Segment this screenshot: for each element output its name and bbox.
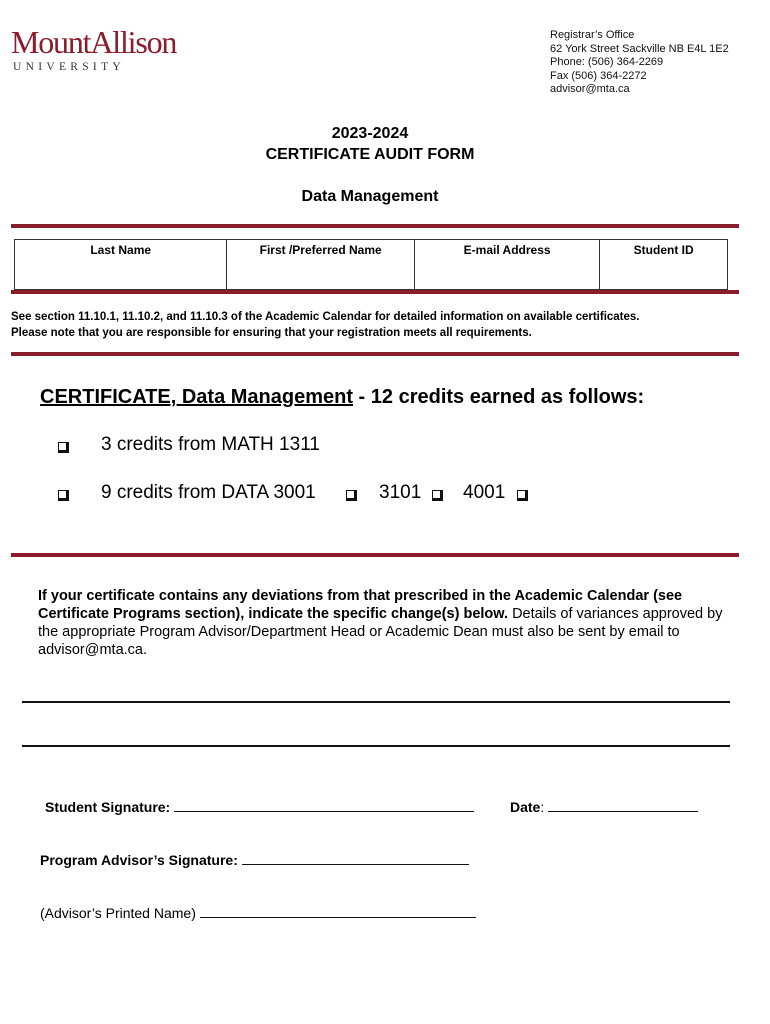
- email-field[interactable]: [415, 240, 600, 289]
- requirement-text: 3 credits from MATH 1311: [101, 434, 320, 455]
- advisor-printed-name-label: (Advisor’s Printed Name): [40, 905, 196, 921]
- requirement-row: [0, 482, 740, 508]
- office-street-address: 62 York Street Sackville NB E4L 1E2: [550, 42, 729, 55]
- date-colon: :: [540, 799, 545, 815]
- requirement-row: [0, 434, 740, 460]
- advisor-signature-row: [40, 852, 469, 868]
- note-line: See section 11.10.1, 11.10.2, and 11.10.3 of the Academic Calendar for detailed information on available certificates.: [11, 311, 640, 323]
- date-label: Date: [510, 799, 541, 815]
- office-email: advisor@mta.ca: [550, 83, 630, 96]
- math-1311-checkbox[interactable]: [58, 442, 69, 453]
- email-label: E-mail Address: [463, 243, 551, 257]
- deviation-entry-line[interactable]: [22, 745, 730, 747]
- first-name-label: First /Preferred Name: [259, 243, 382, 257]
- divider: [11, 290, 739, 294]
- certificate-credits: - 12 credits earned as follows:: [353, 386, 645, 408]
- student-signature-field[interactable]: [174, 799, 474, 812]
- requirement-text: 9 credits from DATA 3001: [101, 482, 316, 503]
- student-signature-row: [45, 799, 474, 815]
- university-logo: MountAllison: [11, 24, 177, 60]
- student-id-label: Student ID: [633, 243, 694, 257]
- date-field[interactable]: [548, 799, 698, 812]
- program-title: Data Management: [301, 188, 439, 205]
- deviation-instructions-detail: Details of variances approved by the appropriate Program Advisor/Department Head or Academic Dean must also be sent by email to advisor@mta.ca.: [38, 606, 723, 658]
- divider: [11, 224, 739, 228]
- data-elective-checkbox[interactable]: [58, 490, 69, 501]
- note-line: Please note that you are responsible for ensuring that your registration meets all requirements.: [11, 327, 532, 339]
- office-fax: Fax (506) 364-2272: [550, 69, 647, 82]
- office-name: Registrar’s Office: [550, 29, 635, 41]
- advisor-signature-field[interactable]: [242, 852, 469, 865]
- divider: [11, 553, 739, 557]
- student-info-table: [14, 239, 728, 290]
- certificate-name: CERTIFICATE, Data Management: [40, 386, 353, 408]
- course-option: 4001: [463, 482, 506, 503]
- deviation-instructions-bold: If your certificate contains any deviations from that prescribed in the Academic Calendar (see Certificate Programs section), indicate the specific change(s) below.: [38, 588, 683, 622]
- divider: [11, 352, 739, 356]
- registrar-address-block: [550, 29, 729, 97]
- first-name-field[interactable]: [227, 240, 414, 289]
- data-4001-checkbox[interactable]: [517, 490, 528, 501]
- advisor-printed-name-row: [40, 905, 476, 921]
- data-3001-checkbox[interactable]: [346, 490, 357, 501]
- advisor-signature-label: Program Advisor’s Signature:: [40, 852, 238, 868]
- form-title: CERTIFICATE AUDIT FORM: [265, 146, 475, 163]
- date-row: [510, 799, 698, 815]
- last-name-field[interactable]: [15, 240, 227, 289]
- course-option: 3101: [379, 482, 422, 503]
- calendar-note: [11, 309, 739, 341]
- office-phone: Phone: (506) 364-2269: [550, 56, 664, 69]
- certificate-heading: [40, 386, 644, 409]
- university-logo-subtitle: UNIVERSITY: [13, 61, 125, 73]
- data-3101-checkbox[interactable]: [432, 490, 443, 501]
- last-name-label: Last Name: [90, 243, 152, 257]
- form-year: 2023-2024: [331, 125, 409, 142]
- student-id-field[interactable]: [600, 240, 727, 289]
- deviation-instructions: [38, 587, 738, 659]
- student-signature-label: Student Signature:: [45, 799, 171, 815]
- deviation-entry-line[interactable]: [22, 701, 730, 703]
- advisor-printed-name-field[interactable]: [200, 905, 476, 918]
